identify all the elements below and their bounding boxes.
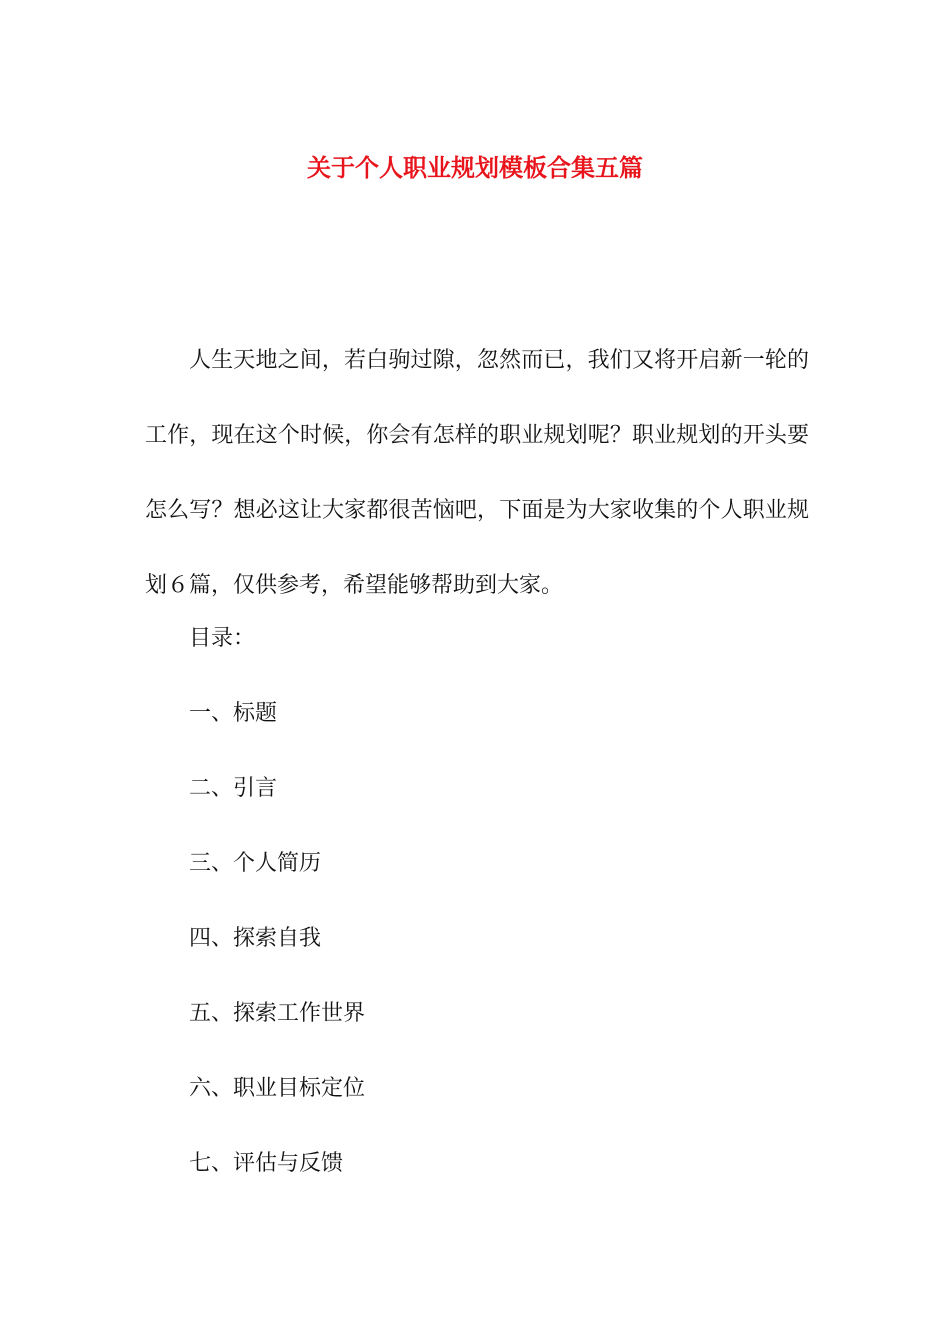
- toc-item: 七、评估与反馈: [189, 1151, 344, 1176]
- document-title: 关于个人职业规划模板合集五篇: [307, 153, 643, 183]
- toc-item: 六、职业目标定位: [189, 1076, 366, 1101]
- toc-item: 三、个人简历: [189, 851, 322, 876]
- toc-item: 五、探索工作世界: [189, 1001, 366, 1026]
- toc-item: 二、引言: [189, 776, 278, 801]
- intro-paragraph: 人生天地之间，若白驹过隙，忽然而已，我们又将开启新一轮的工作，现在这个时候，你会有怎样的职业规划呢？职业规划的开头要怎么写？想必这让大家都很苦恼吧，下面是为大家收集的个人职业规划６篇，仅供参考，希望能够帮助到大家。: [145, 348, 809, 598]
- table-of-contents: [189, 697, 365, 1222]
- toc-label: 目录：: [189, 626, 256, 651]
- toc-item: 四、探索自我: [189, 926, 322, 951]
- toc-item: 一、标题: [189, 701, 278, 726]
